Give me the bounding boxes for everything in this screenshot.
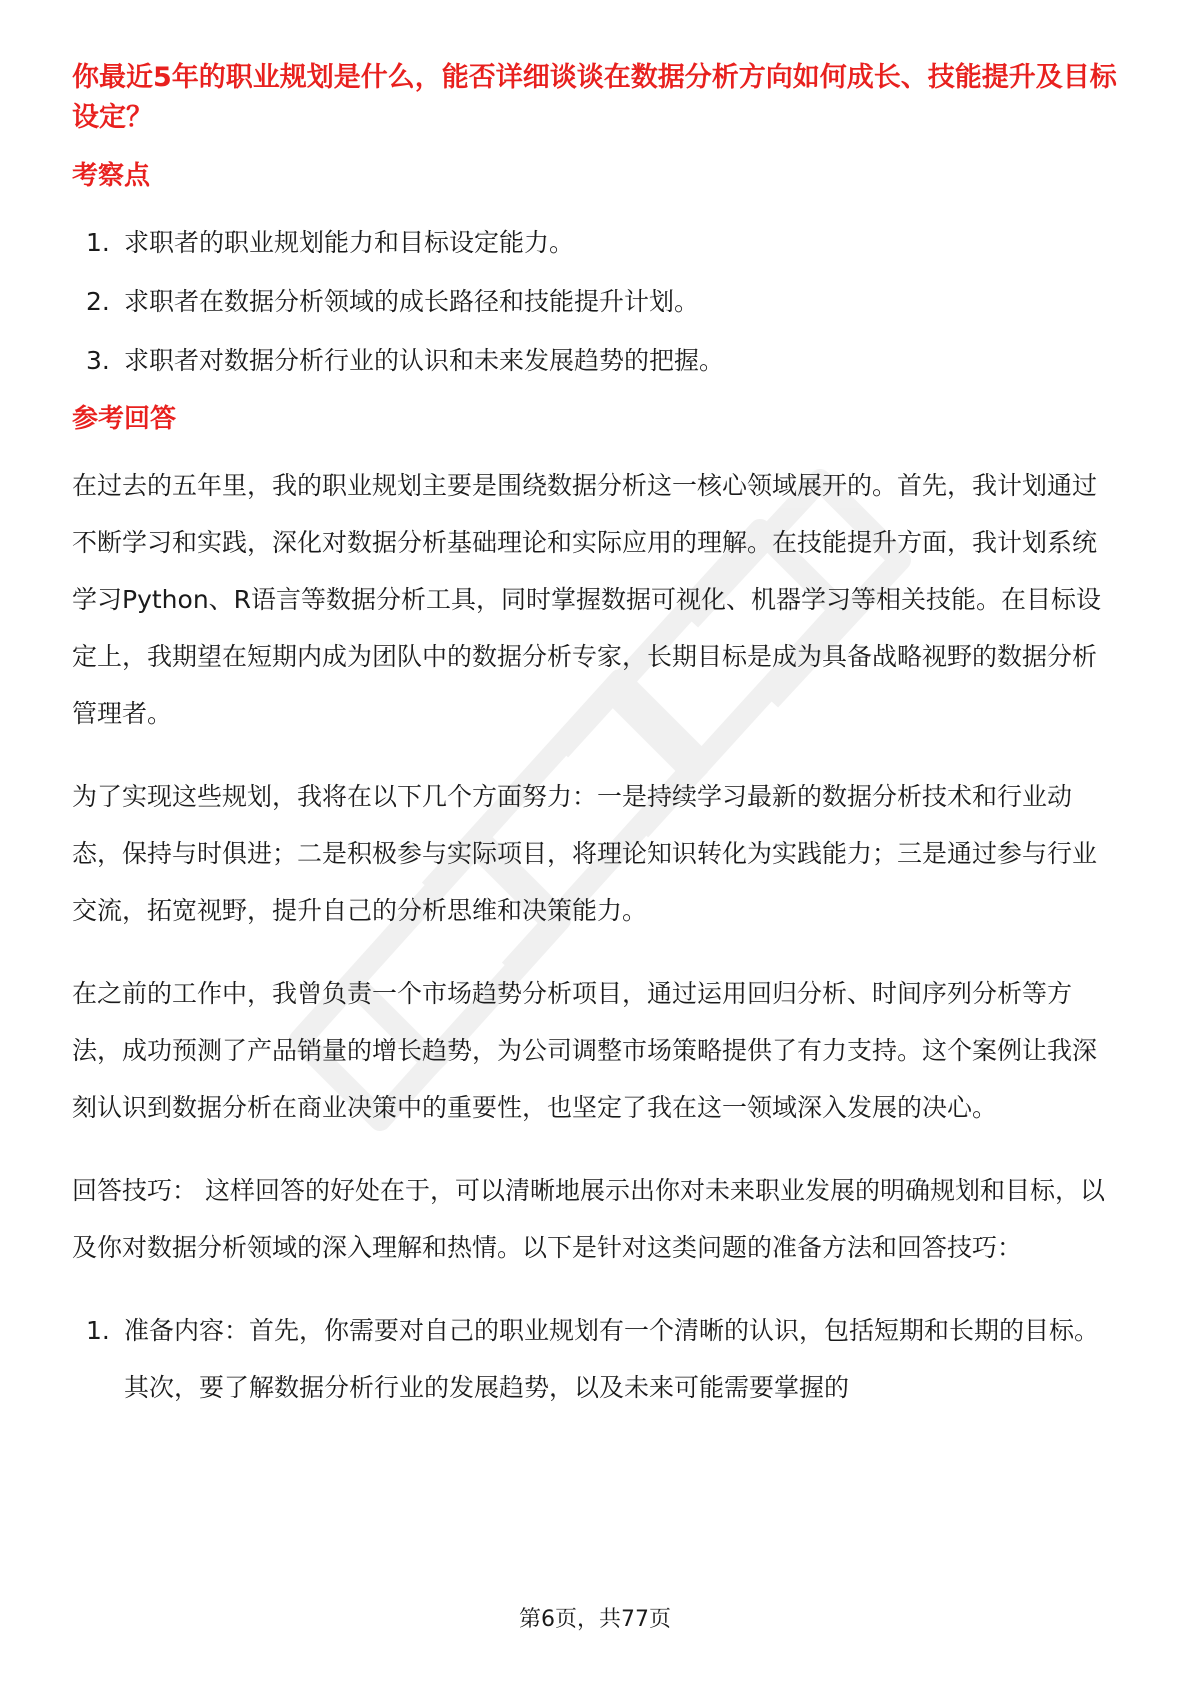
list-item-text: 求职者在数据分析领域的成长路径和技能提升计划。 [124, 287, 700, 316]
list-item [72, 342, 1118, 380]
answer-paragraph: 为了实现这些规划，我将在以下几个方面努力：一是持续学习最新的数据分析技术和行业动态，保持与时俱进；二是积极参与实际项目，将理论知识转化为实践能力；三是通过参与行业交流，拓宽视野，提升自己的分析思维和决策能力。 [72, 782, 1098, 925]
question-title: 你最近5年的职业规划是什么，能否详细谈谈在数据分析方向如何成长、技能提升及目标设定？ [72, 62, 1117, 133]
answer-paragraph: 在过去的五年里，我的职业规划主要是围绕数据分析这一核心领域展开的。首先，我计划通过不断学习和实践，深化对数据分析基础理论和实际应用的理解。在技能提升方面，我计划系统学习Python、R语言等数据分析工具，同时掌握数据可视化、机器学习等相关技能。在目标设定上，我期望在短期内成为团队中的数据分析专家，长期目标是成为具备战略视野的数据分析管理者。 [72, 471, 1102, 728]
document-page [72, 58, 1118, 1416]
list-item [72, 283, 1118, 321]
list-number: 1. [86, 1316, 110, 1345]
page-number: 第6页，共77页 [519, 1607, 671, 1632]
reference-heading: 参考回答 [72, 404, 177, 434]
list-item-text: 准备内容：首先，你需要对自己的职业规划有一个清晰的认识，包括短期和长期的目标。其次，要了解数据分析行业的发展趋势，以及未来可能需要掌握的 [124, 1316, 1100, 1402]
tips-list [72, 1302, 1118, 1416]
evaluation-heading: 考察点 [72, 161, 151, 191]
list-number: 2. [86, 287, 110, 316]
list-item-text: 求职者对数据分析行业的认识和未来发展趋势的把握。 [124, 346, 725, 375]
list-item [72, 1302, 1118, 1416]
list-number: 1. [86, 228, 110, 257]
list-item-text: 求职者的职业规划能力和目标设定能力。 [124, 228, 575, 257]
answer-paragraph: 在之前的工作中，我曾负责一个市场趋势分析项目，通过运用回归分析、时间序列分析等方法，成功预测了产品销量的增长趋势，为公司调整市场策略提供了有力支持。这个案例让我深刻认识到数据分析在商业决策中的重要性，也坚定了我在这一领域深入发展的决心。 [72, 979, 1098, 1122]
answer-tips-paragraph: 回答技巧： 这样回答的好处在于，可以清晰地展示出你对未来职业发展的明确规划和目标，以及你对数据分析领域的深入理解和热情。以下是针对这类问题的准备方法和回答技巧： [72, 1176, 1105, 1262]
list-number: 3. [86, 346, 110, 375]
evaluation-list [72, 224, 1118, 380]
list-item [72, 224, 1118, 262]
